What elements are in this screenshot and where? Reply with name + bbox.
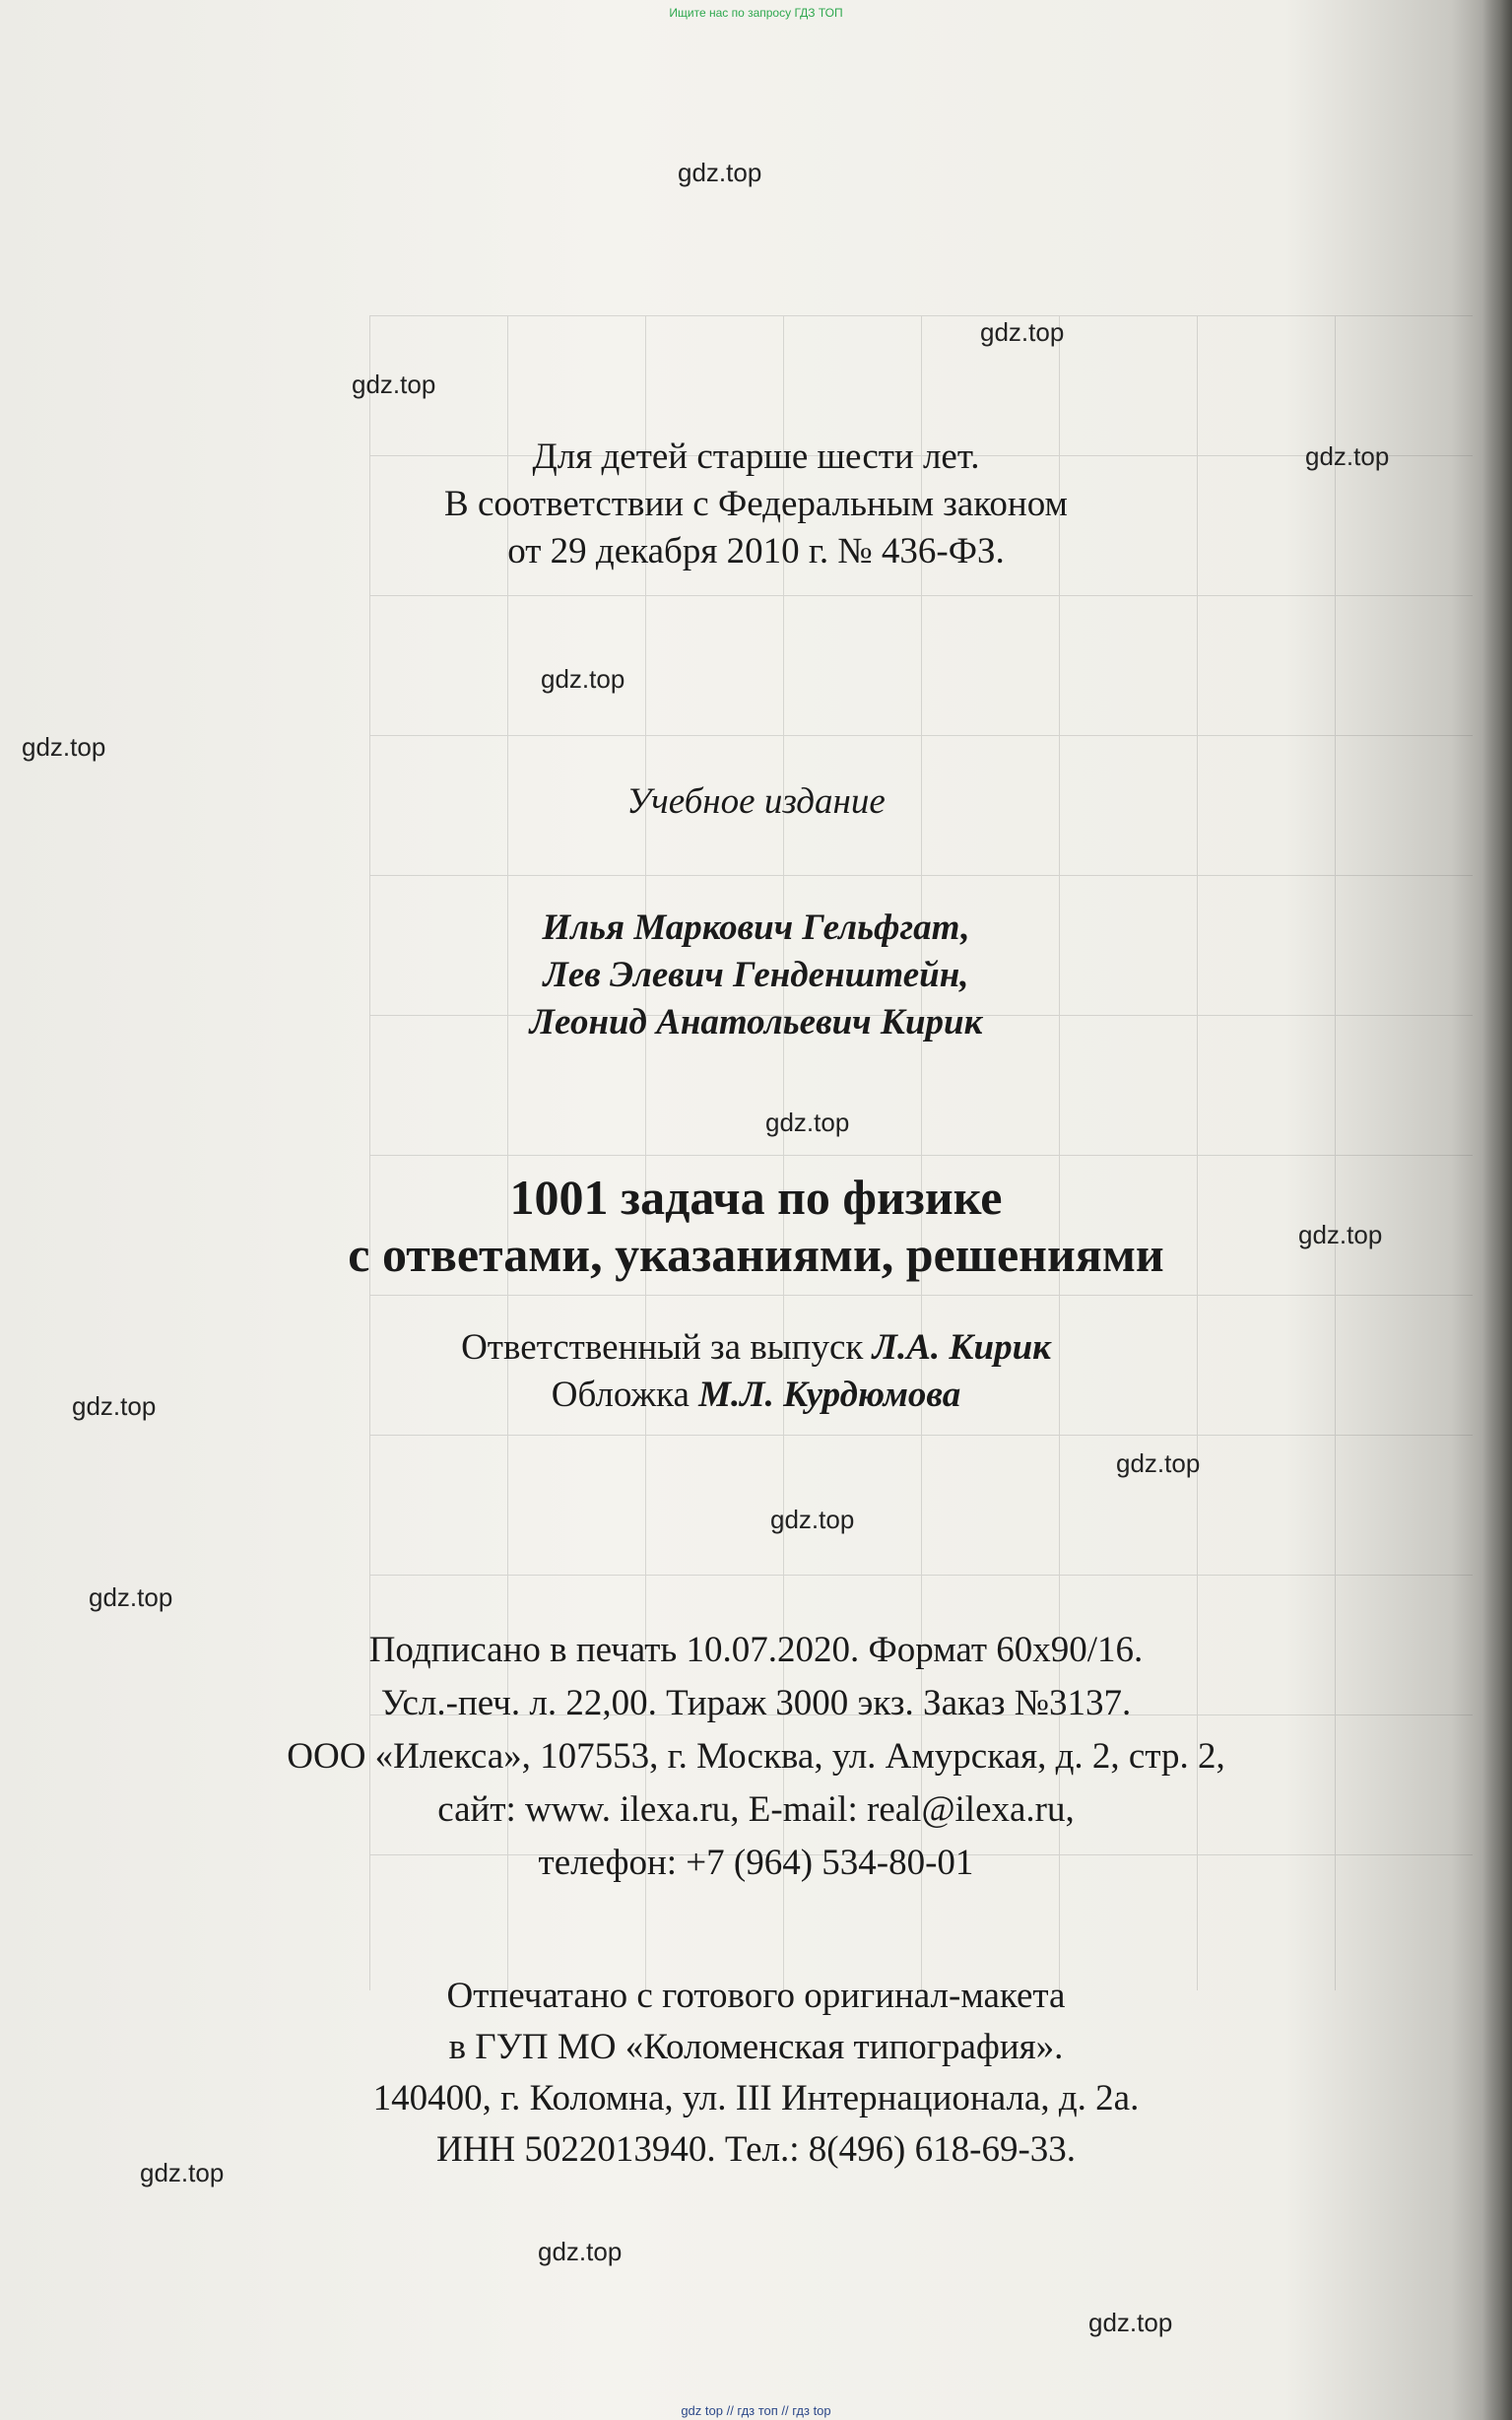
gdz-watermark: gdz.top — [1305, 441, 1390, 471]
gdz-watermark: gdz.top — [72, 1391, 157, 1421]
responsible-label: Ответственный за выпуск — [461, 1327, 864, 1368]
gdz-watermark: gdz.top — [1116, 1448, 1201, 1478]
imprint-line: телефон: +7 (964) 534-80-01 — [538, 1843, 974, 1883]
age-notice-line: от 29 декабря 2010 г. № 436-ФЗ. — [507, 531, 1005, 571]
author-name: Илья Маркович Гельфгат, — [542, 908, 970, 948]
responsible-credit — [0, 1324, 1512, 1372]
cover-name: М.Л. Курдюмова — [698, 1375, 961, 1415]
book-title-line: 1001 задача по физике — [509, 1170, 1003, 1225]
cover-credit — [0, 1372, 1512, 1419]
book-title-line: с ответами, указаниями, решениями — [348, 1227, 1164, 1282]
imprint — [0, 1624, 1512, 1890]
gdz-watermark: gdz.top — [765, 1108, 850, 1137]
printer-line: в ГУП МО «Коломенская типография». — [448, 2027, 1064, 2067]
footer-watermark: gdz top // гдз топ // гдз top — [681, 2403, 831, 2418]
gdz-watermark: gdz.top — [1088, 2308, 1173, 2337]
imprint-line: сайт: www. ilexa.ru, E-mail: real@ilexa.ru, — [437, 1789, 1075, 1830]
gdz-watermark: gdz.top — [538, 2237, 623, 2266]
book-title — [0, 1169, 1512, 1283]
gdz-watermark: gdz.top — [140, 2158, 225, 2187]
author-name: Лев Элевич Генденштейн, — [543, 955, 969, 995]
gdz-watermark: gdz.top — [352, 370, 436, 399]
gdz-watermark: gdz.top — [770, 1505, 855, 1534]
credits — [0, 1324, 1512, 1419]
gdz-watermark: gdz.top — [541, 664, 625, 694]
gdz-watermark: gdz.top — [1298, 1220, 1383, 1249]
printer-line: 140400, г. Коломна, ул. III Интернационала, д. 2а. — [372, 2078, 1140, 2118]
imprint-line: ООО «Илекса», 107553, г. Москва, ул. Амурская, д. 2, стр. 2, — [287, 1736, 1225, 1777]
edition-type-label: Учебное издание — [626, 781, 886, 822]
authors — [0, 905, 1512, 1046]
printer-line: ИНН 5022013940. Тел.: 8(496) 618-69-33. — [435, 2129, 1077, 2170]
gdz-watermark: gdz.top — [22, 732, 106, 762]
cover-label: Обложка — [551, 1375, 690, 1415]
gdz-watermark: gdz.top — [89, 1582, 173, 1612]
page-edge-shadow — [1482, 0, 1512, 2420]
printer-line: Отпечатано с готового оригинал-макета — [446, 1976, 1066, 2016]
gdz-watermark: gdz.top — [980, 317, 1065, 347]
age-notice-line: Для детей старше шести лет. — [532, 437, 980, 477]
top-watermark: Ищите нас по запросу ГДЗ ТОП — [669, 6, 843, 20]
imprint-line: Усл.-печ. л. 22,00. Тираж 3000 экз. Заказ №3137. — [380, 1683, 1132, 1723]
imprint-line: Подписано в печать 10.07.2020. Формат 60х90/16. — [368, 1630, 1144, 1670]
printer-info — [0, 1971, 1512, 2176]
age-notice-line: В соответствии с Федеральным законом — [444, 484, 1068, 524]
gdz-watermark: gdz.top — [678, 158, 762, 187]
edition-type — [0, 778, 1512, 826]
age-notice — [0, 434, 1512, 575]
author-name: Леонид Анатольевич Кирик — [529, 1002, 983, 1042]
responsible-name: Л.А. Кирик — [872, 1327, 1051, 1368]
